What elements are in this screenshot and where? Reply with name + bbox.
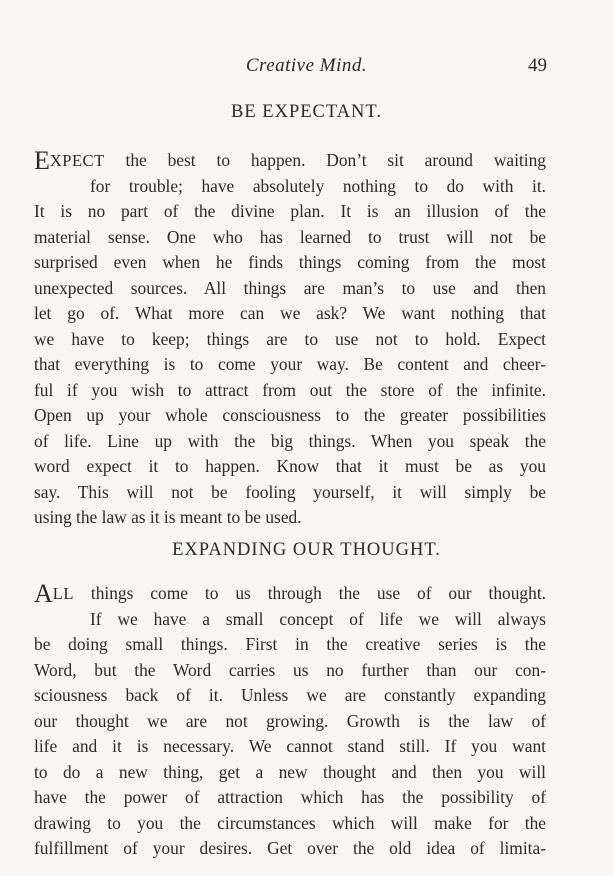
paragraph-line: It is no part of the divine plan. It is an illusion of the xyxy=(34,201,546,221)
paragraph-line: unexpected sources. All things are man’s to use and then xyxy=(34,277,546,298)
running-head xyxy=(0,55,613,79)
drop-initial: E xyxy=(34,146,50,175)
paragraph-line: If we have a small concept of life we will always xyxy=(90,608,546,629)
paragraph-line: we have to keep; things are to use not to hold. Expect xyxy=(34,328,546,349)
paragraph-line: sciousness back of it. Unless we are constantly expanding xyxy=(34,685,546,705)
opening-small-caps: XPECT xyxy=(49,151,105,170)
section-heading-be-expectant: BE EXPECTANT. xyxy=(231,102,382,122)
drop-initial: A xyxy=(34,579,53,608)
paragraph-line: life and it is necessary. We cannot stand still. If you want xyxy=(34,736,546,756)
paragraph-line: have the power of attraction which has the possibility of xyxy=(34,787,546,807)
paragraph-line: Word, but the Word carries us no further than our con- xyxy=(34,659,546,680)
paragraph-expanding-our-thought xyxy=(34,581,546,862)
paragraph-line: material sense. One who has learned to trust will not be xyxy=(34,226,546,247)
paragraph-line: say. This will not be fooling yourself, it will simply be xyxy=(34,481,546,502)
section-heading-expanding-our-thought: EXPANDING OUR THOUGHT. xyxy=(172,540,441,560)
paragraph-line: that everything is to come your way. Be content and cheer- xyxy=(34,354,546,374)
line-text: the best to happen. Don’t sit around waiting xyxy=(104,150,546,170)
paragraph-line xyxy=(34,581,546,607)
paragraph-line: drawing to you the circumstances which will make for the xyxy=(34,812,546,833)
line-text: things come to us through the use of our thought. xyxy=(73,583,546,603)
paragraph-line: word expect it to happen. Know that it must be as you xyxy=(34,456,546,476)
paragraph-line: fulfillment of your desires. Get over the old idea of limita- xyxy=(34,838,546,858)
page-number: 49 xyxy=(528,55,547,76)
paragraph-line: of life. Line up with the big things. When you speak the xyxy=(34,430,546,451)
paragraph-line: be doing small things. First in the creative series is the xyxy=(34,634,546,654)
paragraph-line: for trouble; have absolutely nothing to do with it. xyxy=(90,175,546,196)
paragraph-line: let go of. What more can we ask? We want nothing that xyxy=(34,303,546,323)
opening-small-caps: LL xyxy=(52,584,74,603)
paragraph-line: surprised even when he finds things coming from the most xyxy=(34,252,546,272)
paragraph-be-expectant xyxy=(34,148,546,531)
paragraph-line: ful if you wish to attract from out the store of the infinite. xyxy=(34,379,546,400)
paragraph-line: to do a new thing, get a new thought and then you will xyxy=(34,761,546,782)
running-title: Creative Mind. xyxy=(245,55,368,76)
paragraph-line: our thought we are not growing. Growth is the law of xyxy=(34,710,546,731)
paragraph-line: using the law as it is meant to be used. xyxy=(34,507,302,527)
paragraph-line: Open up your whole consciousness to the greater possibilities xyxy=(34,405,546,425)
paragraph-line xyxy=(34,148,546,174)
